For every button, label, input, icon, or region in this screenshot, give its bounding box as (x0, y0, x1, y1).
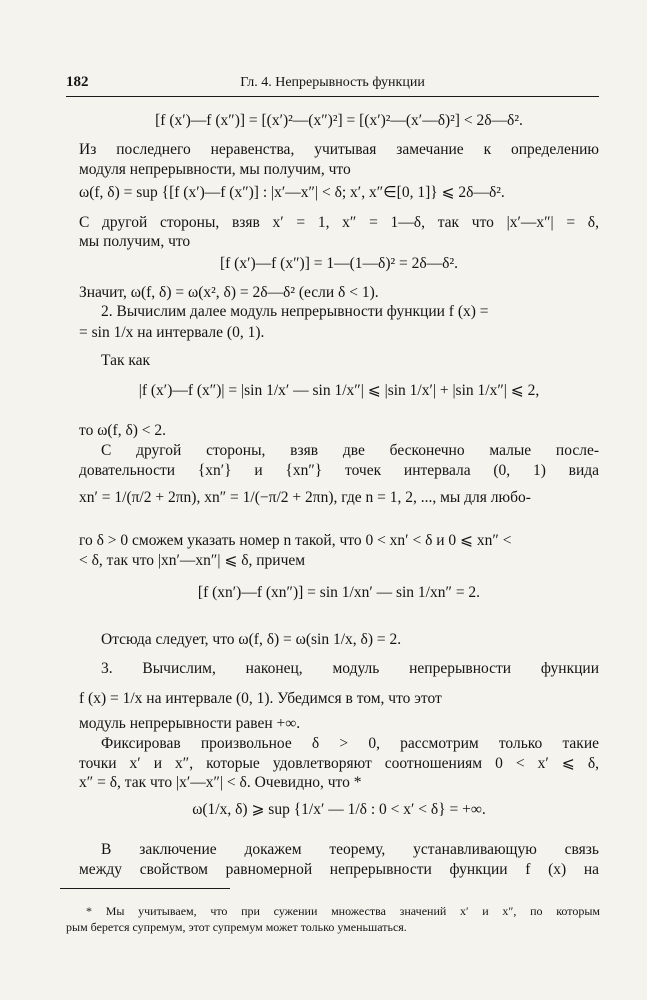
formula-line: Отсюда следует, что ω(f, δ) = ω(sin 1/x, δ) = 2. (101, 631, 402, 648)
text-line: < δ, так что |xn′—xn″| ⩽ δ, причем (79, 552, 306, 569)
text-line: мы получим, что (79, 233, 191, 250)
page-number: 182 (66, 74, 89, 90)
footnote-line: рым берется супремум, этот супремум может только уменьшаться. (66, 920, 407, 934)
text-line: то ω(f, δ) < 2. (79, 422, 167, 439)
formula-line-1: [f (x′)—f (x″)] = [(x′)²—(x″)²] = [(x′)²—(x′—δ)²] < 2δ—δ². (155, 112, 523, 129)
text-line: Так как (101, 352, 151, 369)
text-line: довательности {xn′} и {xn″} точек интервала (0, 1) вида (79, 462, 599, 479)
text-line: Значит, ω(f, δ) = ω(x², δ) = 2δ—δ² (если δ < 1). (79, 284, 379, 301)
formula-line: [f (xn′)—f (xn″)] = sin 1/xn′ — sin 1/xn″ = 2. (197, 584, 481, 601)
text-line: го δ > 0 сможем указать номер n такой, что 0 < xn′ < δ и 0 ⩽ xn″ < (79, 532, 512, 549)
chapter-title: Гл. 4. Непрерывность функции (240, 75, 425, 90)
text-line: Фиксировав произвольное δ > 0, рассмотрим только такие (101, 735, 599, 752)
text-line: точки x′ и x″, которые удовлетворяют соотношениям 0 < x′ ⩽ δ, (79, 755, 599, 772)
footnote-divider (60, 888, 230, 889)
text-line: модуль непрерывности равен +∞. (79, 715, 301, 732)
text-line: С другой стороны, взяв две бесконечно малые после- (101, 442, 599, 459)
formula-line: xn′ = 1/(π/2 + 2πn), xn″ = 1/(−π/2 + 2πn), где n = 1, 2, ..., мы для любо- (79, 489, 531, 506)
text-line: между свойством равномерной непрерывности функции f (x) на (79, 861, 599, 878)
formula-line: = sin 1/x на интервале (0, 1). (79, 324, 265, 341)
formula-line: |f (x′)—f (x″)| = |sin 1/x′ — sin 1/x″| ⩽ |sin 1/x′| + |sin 1/x″| ⩽ 2, (138, 382, 540, 399)
footnote-line: * Мы учитываем, что при сужении множества значений x′ и x″, по которым (86, 904, 600, 918)
formula-line: ω(f, δ) = sup {[f (x′)—f (x″)] : |x′—x″| < δ; x′, x″∈[0, 1]} ⩽ 2δ—δ². (79, 184, 505, 201)
text-line: С другой стороны, взяв x′ = 1, x″ = 1—δ, так что |x′—x″| = δ, (79, 214, 599, 231)
text-line: 2. Вычислим далее модуль непрерывности функции f (x) = (101, 303, 489, 320)
text-line: x″ = δ, так что |x′—x″| < δ. Очевидно, что * (79, 774, 362, 791)
formula-line: [f (x′)—f (x″)] = 1—(1—δ)² = 2δ—δ². (219, 255, 459, 272)
text-line: В заключение докажем теорему, устанавливающую связь (101, 841, 599, 858)
text-line: модуля непрерывности, мы получим, что (79, 161, 351, 178)
formula-line: f (x) = 1/x на интервале (0, 1). Убедимся в том, что этот (79, 690, 442, 707)
formula-line: ω(1/x, δ) ⩾ sup {1/x′ — 1/δ : 0 < x′ < δ} = +∞. (192, 801, 486, 818)
running-header (66, 74, 599, 97)
text-line: 3. Вычислим, наконец, модуль непрерывности функции (101, 660, 599, 677)
text-line: Из последнего неравенства, учитывая замечание к определению (79, 141, 599, 158)
